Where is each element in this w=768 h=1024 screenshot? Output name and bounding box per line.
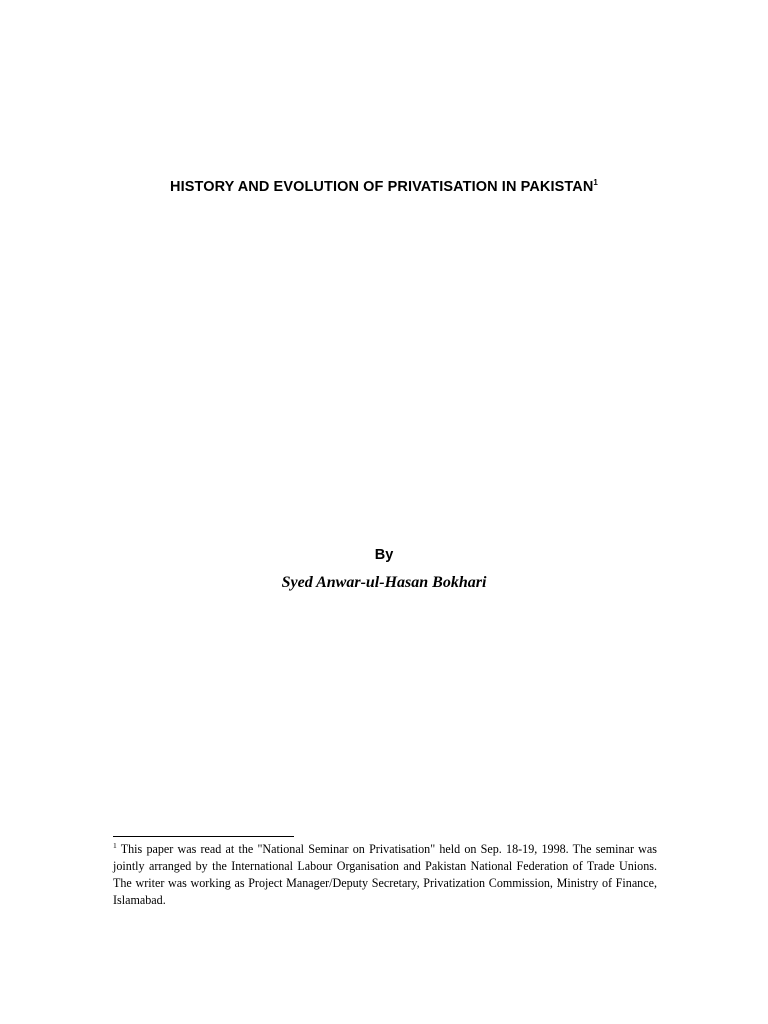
footnote bbox=[113, 841, 657, 909]
title-footnote-marker: 1 bbox=[593, 178, 598, 187]
footnote-marker: 1 bbox=[113, 841, 117, 850]
document-title-text: HISTORY AND EVOLUTION OF PRIVATISATION IN PAKISTAN bbox=[170, 179, 594, 195]
by-label: By bbox=[374, 547, 394, 563]
author-name: Syed Anwar-ul-Hasan Bokhari bbox=[281, 574, 487, 591]
footnote-text: This paper was read at the "National Seminar on Privatisation" held on Sep. 18-19, 1998. The seminar was jointly arranged by the International Labour Organisation and Pakistan National Federation of Trade Unions. The writer was working as Project Manager/Deputy Secretary, Privatization Commission, Ministry of Finance, Islamabad. bbox=[113, 842, 657, 907]
footnote-divider bbox=[113, 836, 294, 837]
document-title bbox=[0, 179, 768, 195]
